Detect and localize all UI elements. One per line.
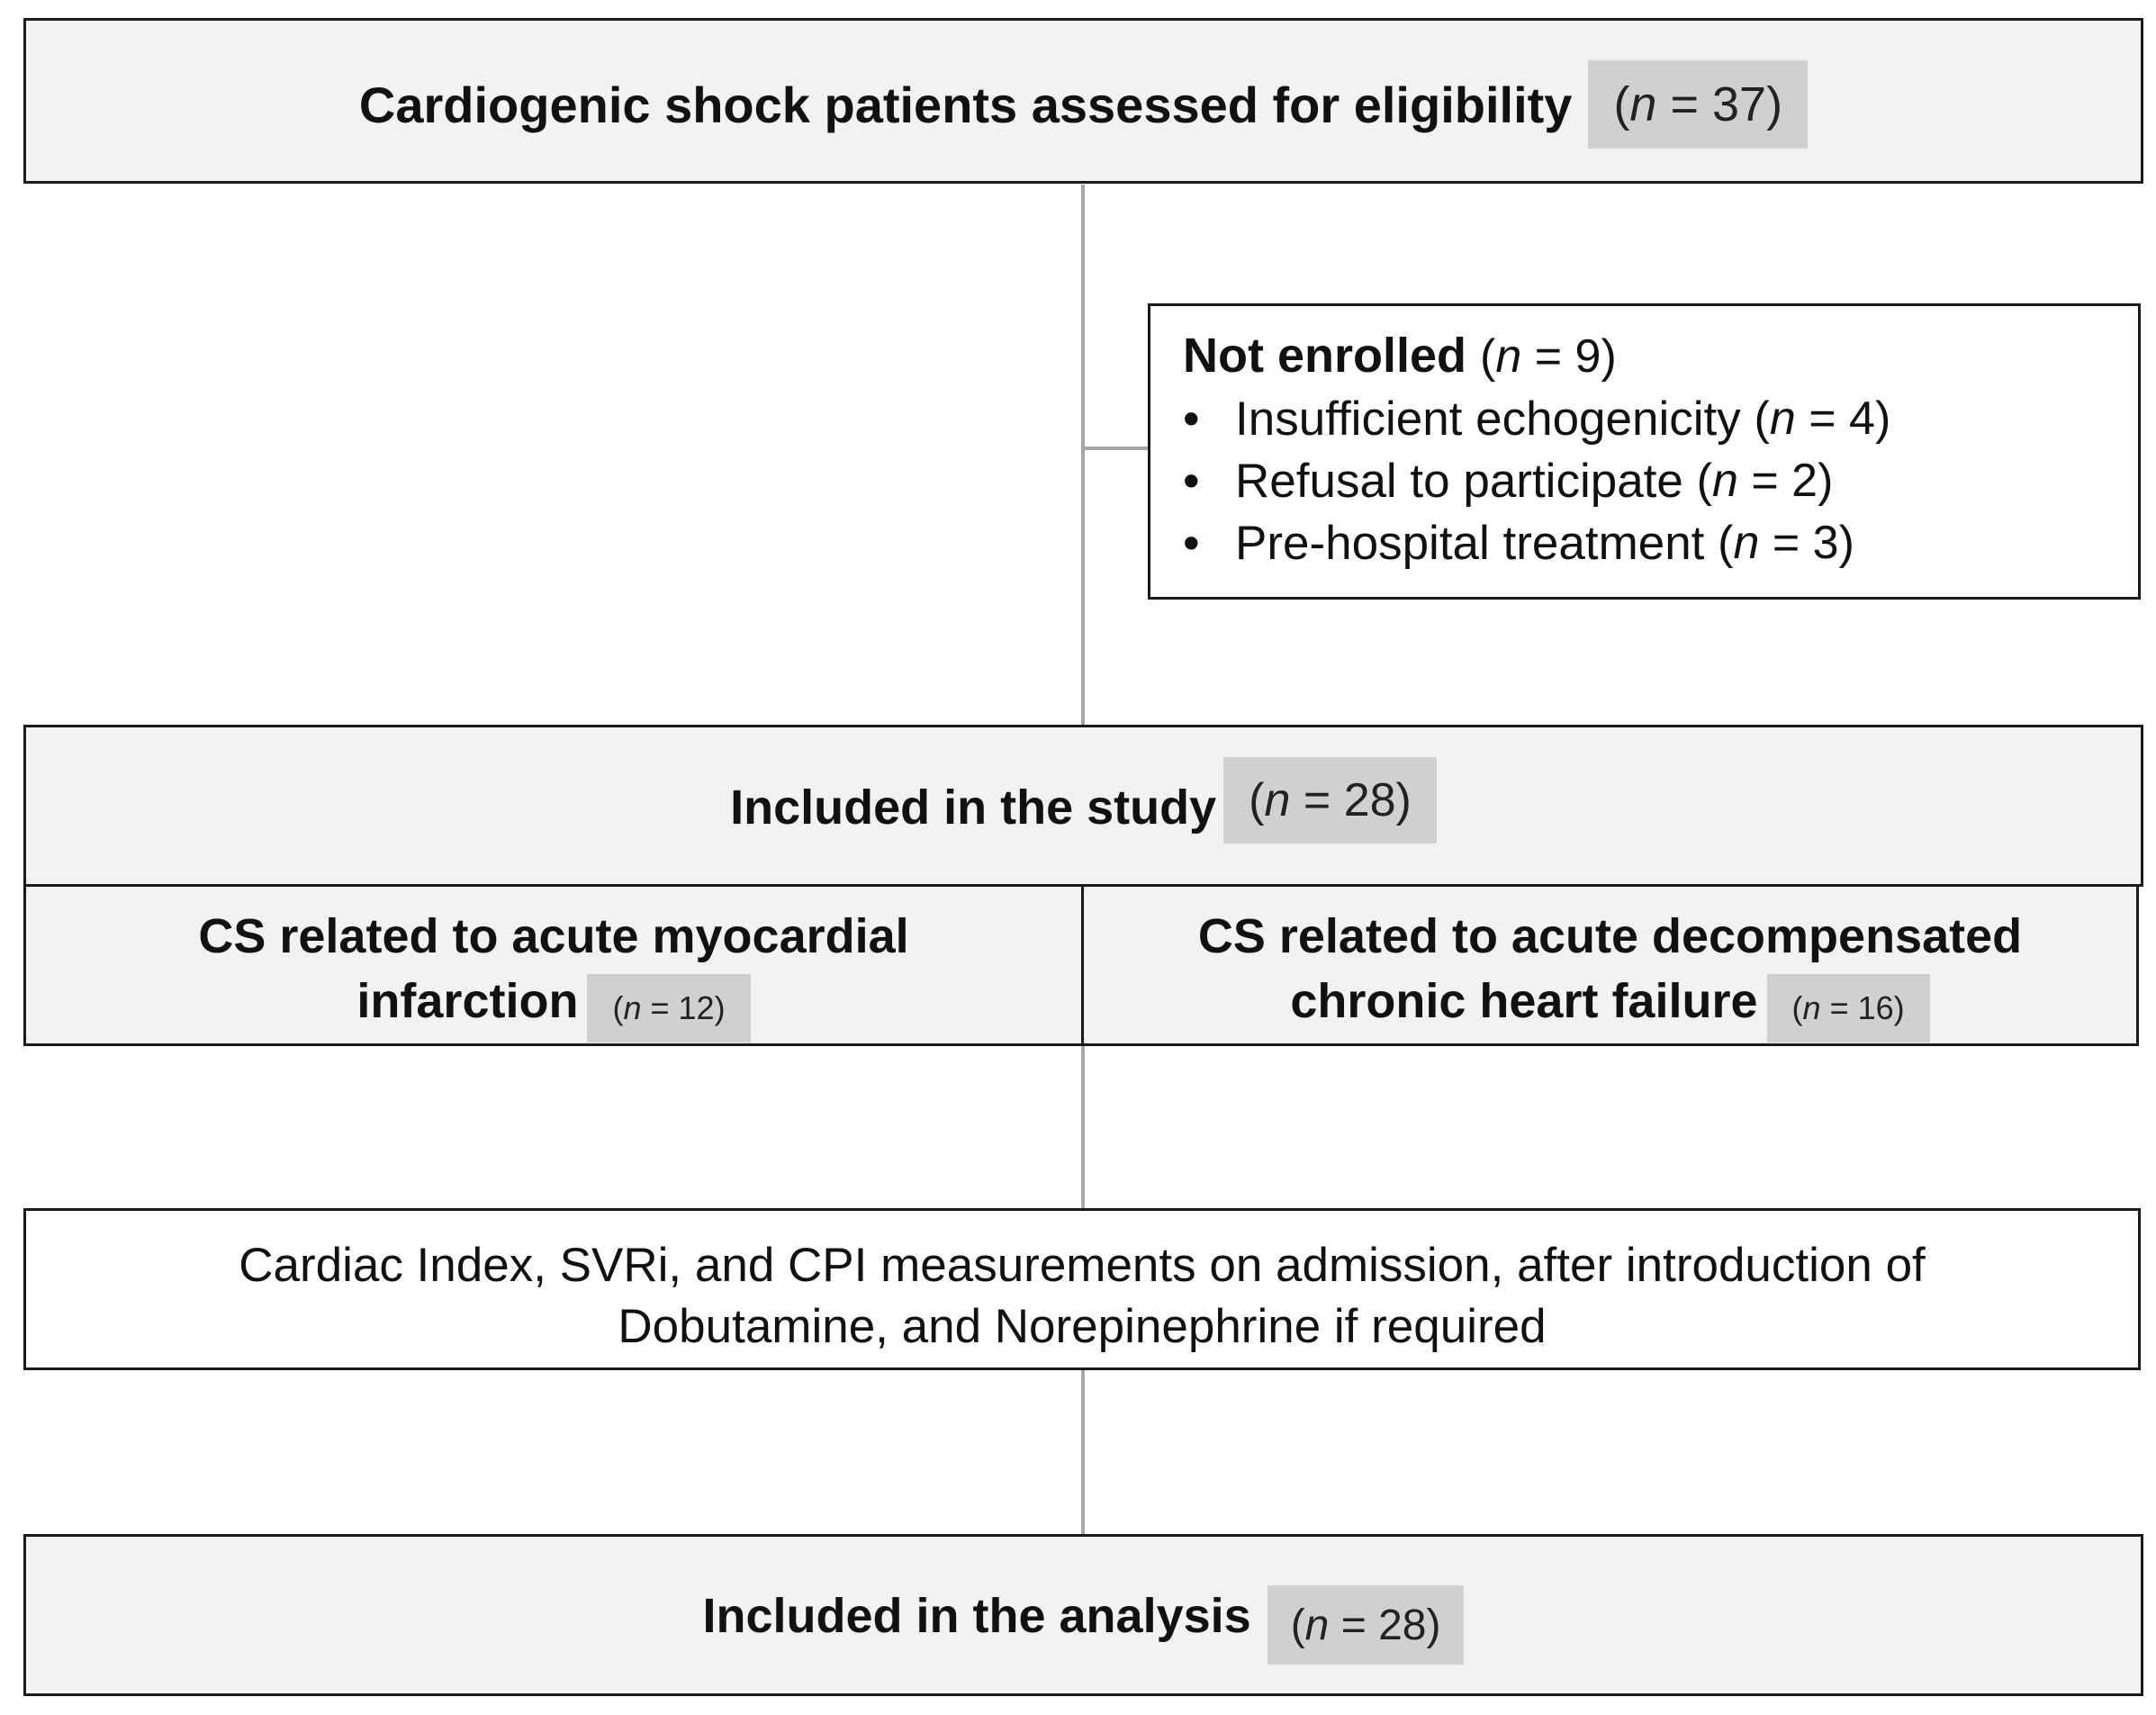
connector-measurements-to-analysis	[1081, 1370, 1085, 1534]
bullet-icon: •	[1183, 517, 1200, 570]
group-ami-title-line2: infarction	[356, 974, 579, 1028]
analysis-box	[23, 1534, 2143, 1696]
connector-branch-not-enrolled	[1083, 447, 1148, 450]
measurements-box	[23, 1208, 2141, 1370]
bullet-icon: •	[1183, 393, 1200, 446]
not-enrolled-box	[1148, 303, 2141, 600]
included-label: Included in the study	[730, 781, 1217, 835]
group-adhf-title-line2: chronic heart failure	[1290, 974, 1758, 1028]
not-enrolled-label: Not enrolled	[1183, 329, 1467, 383]
assessed-box	[23, 18, 2143, 184]
group-ami-box	[23, 884, 1084, 1046]
included-count-badge: ( n = 28 )	[1223, 757, 1437, 844]
measurements-text-line2: Dobutamine, and Norepinephrine if required	[618, 1300, 1547, 1353]
group-ami-title: CS related to acute myocardial	[198, 909, 909, 963]
not-enrolled-reason: • Refusal to participate (n = 2)	[1183, 450, 1890, 512]
included-box	[23, 725, 2143, 887]
assessed-count-badge: ( n = 37 )	[1588, 60, 1808, 149]
analysis-count-badge: ( n = 28 )	[1267, 1585, 1465, 1665]
assessed-n-symbol: n	[1629, 77, 1657, 131]
connector-assessed-to-included	[1081, 185, 1085, 725]
bullet-icon: •	[1183, 455, 1200, 508]
analysis-label: Included in the analysis	[702, 1589, 1251, 1643]
assessed-n-value: = 37	[1670, 77, 1767, 131]
measurements-text-line1: Cardiac Index, SVRi, and CPI measurements on admission, after introduction of	[239, 1239, 1926, 1292]
assessed-label: Cardiogenic shock patients assessed for eligibility	[358, 76, 1573, 133]
connector-groups-to-measurements	[1081, 1046, 1085, 1208]
not-enrolled-reason: • Insufficient echogenicity (n = 4)	[1183, 388, 1890, 450]
group-adhf-count-badge: ( n = 16 )	[1767, 974, 1930, 1043]
group-ami-count-badge: ( n = 12 )	[587, 974, 750, 1043]
group-adhf-box	[1081, 884, 2139, 1046]
not-enrolled-count: (n = 9)	[1480, 330, 1617, 383]
not-enrolled-reason: • Pre-hospital treatment (n = 3)	[1183, 512, 1890, 574]
group-adhf-title: CS related to acute decompensated	[1197, 909, 2023, 963]
